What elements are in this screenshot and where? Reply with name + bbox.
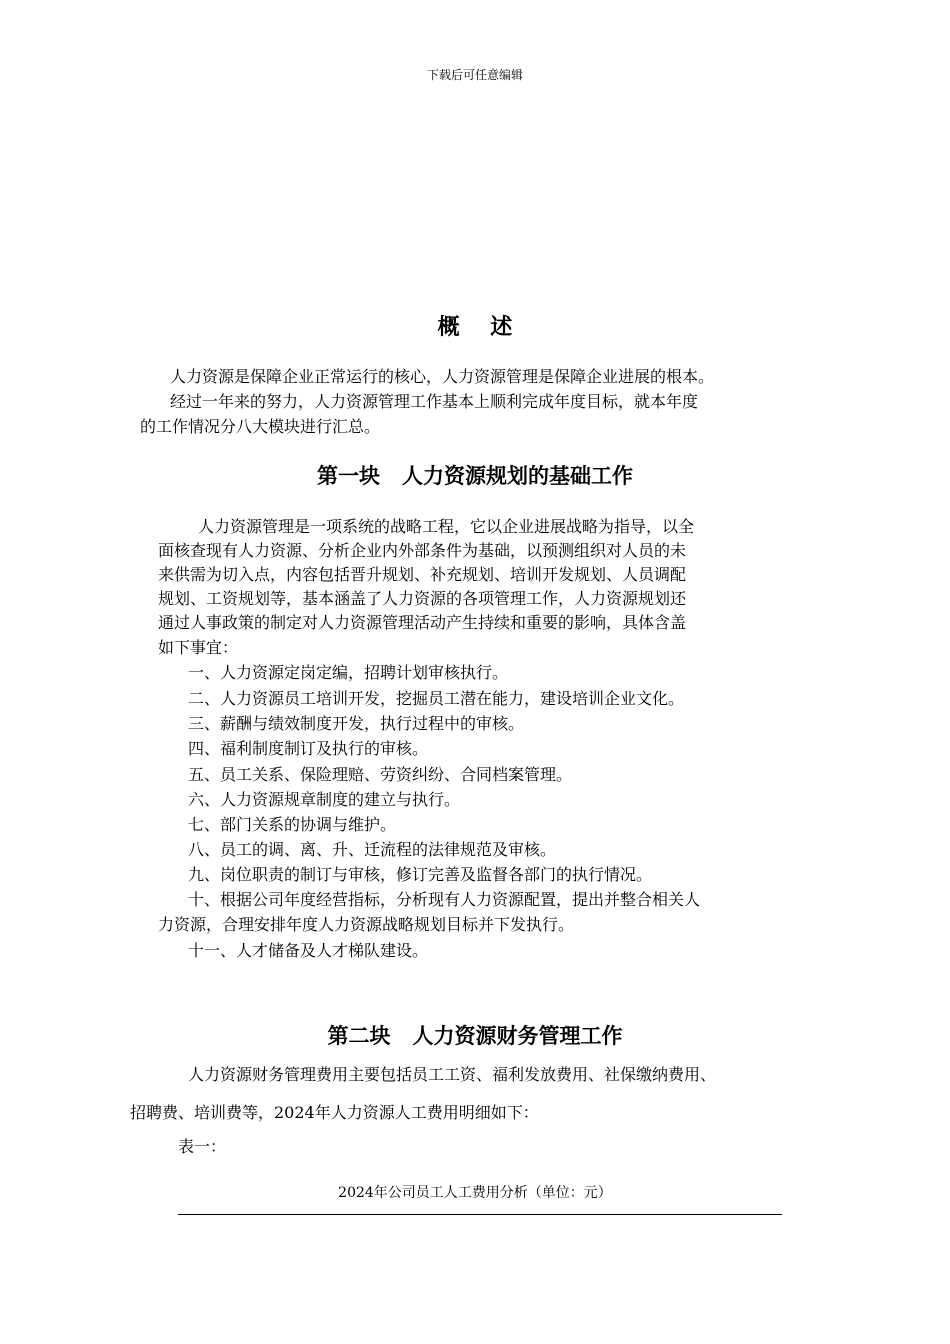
section1-intro-4: 规划、工资规划等，基本涵盖了人力资源的各项管理工作，人力资源规划还 xyxy=(158,589,687,608)
overview-title: 概 述 xyxy=(437,314,513,340)
overview-line-2: 经过一年来的努力，人力资源管理工作基本上顺利完成年度目标，就本年度 xyxy=(170,392,699,411)
section1-item-5: 五、员工关系、保险理赔、劳资纠纷、合同档案管理。 xyxy=(188,765,573,784)
header-note: 下载后可任意编辑 xyxy=(426,68,523,82)
table-caption: 2024年公司员工人工费用分析（单位：元） xyxy=(338,1185,612,1201)
section1-item-3: 三、薪酬与绩效制度开发，执行过程中的审核。 xyxy=(188,714,525,733)
table-label: 表一： xyxy=(178,1137,227,1156)
section1-item-11: 十一、人才储备及人才梯队建设。 xyxy=(188,941,429,960)
section1-intro-2: 面核查现有人力资源、分析企业内外部条件为基础，以预测组织对人员的未 xyxy=(158,541,687,560)
overview-line-1: 人力资源是保障企业正常运行的核心，人力资源管理是保障企业进展的根本。 xyxy=(170,367,715,386)
section1-item-1: 一、人力资源定岗定编，招聘计划审核执行。 xyxy=(188,663,509,682)
table-top-rule xyxy=(178,1214,782,1215)
section1-intro-6: 如下事宜： xyxy=(158,638,239,657)
section1-item-4: 四、福利制度制订及执行的审核。 xyxy=(188,739,429,758)
section1-item-10-cont: 力资源，合理安排年度人力资源战略规划目标并下发执行。 xyxy=(158,915,575,934)
section1-item-2: 二、人力资源员工培训开发，挖掘员工潜在能力，建设培训企业文化。 xyxy=(188,689,685,708)
section1-intro-3: 来供需为切入点，内容包括晋升规划、补充规划、培训开发规划、人员调配 xyxy=(158,565,687,584)
section1-title: 第一块 人力资源规划的基础工作 xyxy=(317,463,633,488)
section1-item-7: 七、部门关系的协调与维护。 xyxy=(188,815,397,834)
section2-line-2: 招聘费、培训费等，2024年人力资源人工费用明细如下： xyxy=(130,1103,539,1122)
overview-line-3: 的工作情况分八大模块进行汇总。 xyxy=(140,417,381,436)
section1-intro-5: 通过人事政策的制定对人力资源管理活动产生持续和重要的影响，具体含盖 xyxy=(158,613,687,632)
section1-intro-1: 人力资源管理是一项系统的战略工程，它以企业进展战略为指导，以全 xyxy=(198,517,695,536)
section2-line-1: 人力资源财务管理费用主要包括员工工资、福利发放费用、社保缴纳费用、 xyxy=(188,1065,717,1084)
section1-item-6: 六、人力资源规章制度的建立与执行。 xyxy=(188,790,461,809)
section2-title: 第二块 人力资源财务管理工作 xyxy=(327,1023,623,1048)
section1-item-10: 十、根据公司年度经营指标，分析现有人力资源配置，提出并整合相关人 xyxy=(188,890,701,909)
section1-item-9: 九、岗位职责的制订与审核，修订完善及监督各部门的执行情况。 xyxy=(188,865,653,884)
section1-item-8: 八、员工的调、离、升、迁流程的法律规范及审核。 xyxy=(188,840,557,859)
